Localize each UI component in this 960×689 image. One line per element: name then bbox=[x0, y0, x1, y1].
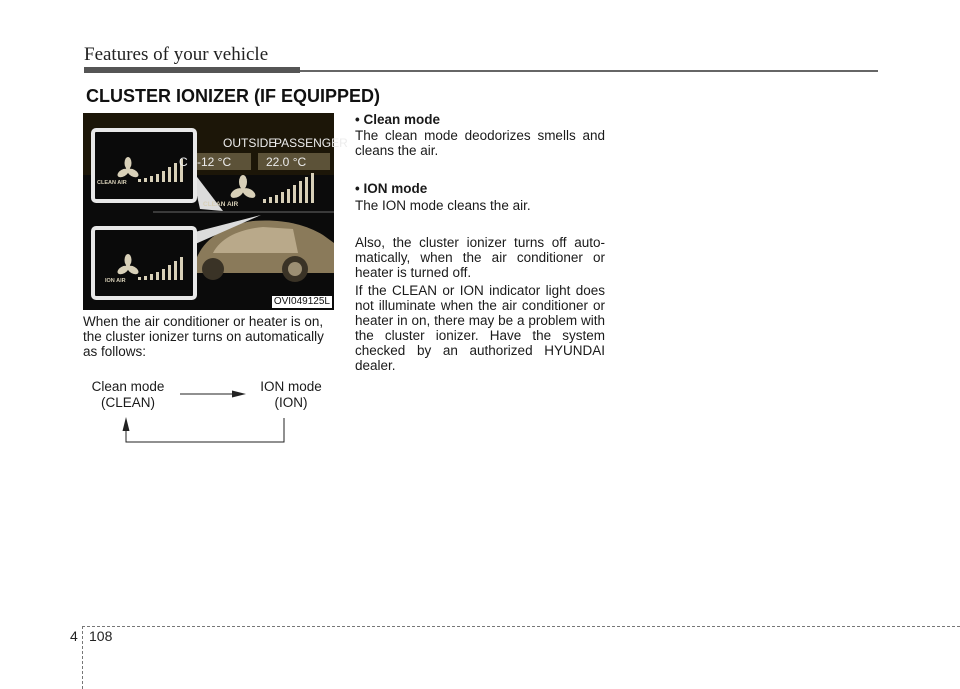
inset-top-mode-label: CLEAN AIR bbox=[97, 180, 127, 186]
flow-clean-code: (CLEAN) bbox=[100, 395, 155, 410]
figure-code: OVI049125L bbox=[273, 296, 330, 307]
flow-clean-label: Clean mode bbox=[91, 379, 165, 394]
passenger-temp: 22.0 °C bbox=[266, 155, 307, 169]
clean-mode-heading: • Clean mode bbox=[355, 112, 440, 127]
page-header-title: Features of your vehicle bbox=[84, 44, 269, 65]
footer-vertical-rule bbox=[82, 626, 83, 689]
ion-mode-heading: • ION mode bbox=[355, 181, 428, 196]
warning-paragraph: If the CLEAN or ION indicator light does not illuminate when the air conditioner or heater in on, there may be a problem with the cluster ionizer. Have the system checked by an authorized HYUNDAI dealer. bbox=[355, 283, 605, 373]
flow-ion-code: (ION) bbox=[274, 395, 308, 410]
passenger-label: PASSENGER bbox=[274, 136, 348, 150]
arrow-right-icon bbox=[180, 391, 246, 398]
inset-bottom-mode-label: ION AIR bbox=[105, 278, 126, 284]
center-mode-label: CLEAN AIR bbox=[203, 201, 239, 208]
clean-mode-body: The clean mode deodorizes smells and cleans the air. bbox=[355, 128, 605, 158]
ion-mode-body: The ION mode cleans the air. bbox=[355, 198, 531, 213]
outside-temp: -12 °C bbox=[197, 155, 232, 169]
section-title: CLUSTER IONIZER (IF EQUIPPED) bbox=[86, 86, 381, 106]
chapter-number: 4 bbox=[70, 628, 78, 644]
outside-label: OUTSIDE bbox=[223, 136, 277, 150]
turn-off-paragraph: Also, the cluster ionizer turns off auto-matically, when the air conditioner or heater is turned off. bbox=[355, 235, 605, 280]
return-arrow-icon bbox=[123, 417, 285, 442]
flow-ion-label: ION mode bbox=[260, 379, 322, 394]
page-number: 108 bbox=[89, 628, 113, 644]
footer-rule bbox=[82, 626, 960, 628]
left-temp-fragment: C bbox=[179, 155, 188, 169]
intro-paragraph: When the air conditioner or heater is on, the cluster ionizer turns on automatically as follows: bbox=[83, 314, 324, 359]
